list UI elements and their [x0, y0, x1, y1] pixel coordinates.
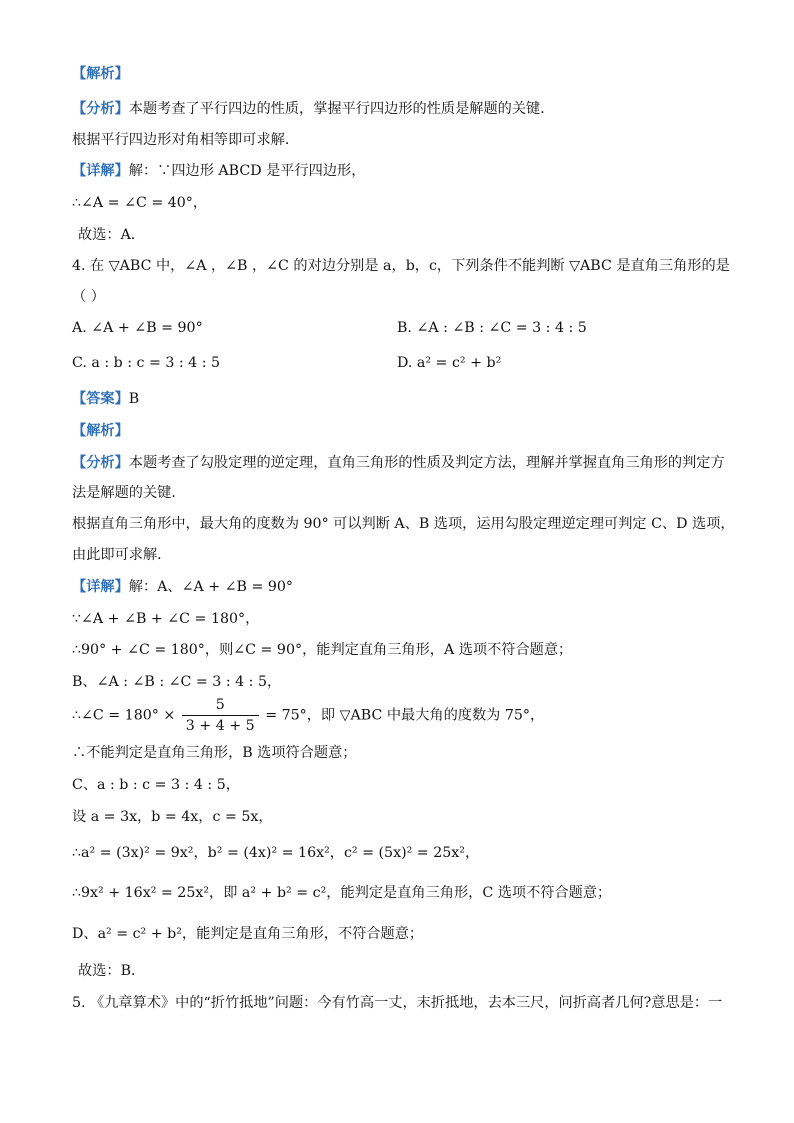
- q4-step: ∵∠A + ∠B + ∠C = 180°，: [72, 611, 260, 627]
- q4-step: ∴9x² + 16x² = 25x²，即 a² + b² = c²，能判定是直角三角形，C 选项不符合题意；: [72, 885, 612, 901]
- q4-step: ∴90° + ∠C = 180°，则∠C = 90°，能判定直角三角形，A 选项不符合题意；: [72, 642, 573, 658]
- fenxi-text: 本题考查了勾股定理的逆定理，直角三角形的性质及判定方法，理解并掌握直角三角形的判定方: [128, 455, 725, 471]
- daan-label: 【答案】: [72, 391, 129, 407]
- q4-analysis-line-2: 由此即可求解．: [72, 547, 172, 563]
- q4-xiangjie: [72, 577, 293, 597]
- fraction: [182, 696, 259, 735]
- q4-answer-choice: 故选：B．: [78, 963, 146, 979]
- fenxi-text: 本题考查了平行四边的性质，掌握平行四边形的性质是解题的关键．: [128, 101, 555, 117]
- q3-xiangjie: [72, 161, 365, 181]
- q4-step: ∴a² = (3x)² = 9x²，b² = (4x)² = 16x²，c² = (5x)² = 25x²，: [72, 845, 480, 861]
- q3-answer-choice: 故选：A．: [78, 227, 145, 243]
- q4-jiexi-tag: [72, 421, 129, 441]
- xiangjie-text: 解：∵四边形 ABCD 是平行四边形，: [128, 163, 366, 179]
- q3-fenxi: [72, 99, 554, 119]
- q4-step: 设 a = 3x，b = 4x，c = 5x，: [72, 809, 273, 825]
- q5-stem: 5. 《九章算术》中的“折竹抵地”问题：今有竹高一丈，末折抵地，去本三尺，问折高者几何?意思是：一: [72, 995, 723, 1011]
- q4-fenxi-cont: 法是解题的关键．: [72, 485, 186, 501]
- q4-option-c: C. a : b : c = 3 : 4 : 5: [72, 355, 221, 371]
- q3-jiexi-tag: [72, 64, 129, 84]
- q4-step: C、a : b : c = 3 : 4 : 5，: [72, 777, 240, 793]
- q4-stem-paren: （ ）: [72, 289, 105, 305]
- q4-fenxi: [72, 453, 725, 473]
- q4-step: ∴不能判定是直角三角形，B 选项符合题意；: [72, 745, 357, 761]
- q4-answer: [72, 389, 139, 409]
- q4-option-b: B. ∠A : ∠B : ∠C = 3 : 4 : 5: [397, 320, 587, 336]
- step-a: 解：A、∠A + ∠B = 90°: [128, 579, 293, 595]
- fenxi-label: 【分析】: [72, 101, 129, 117]
- q4-option-a: A. ∠A + ∠B = 90°: [72, 320, 203, 336]
- jiexi-label: 【解析】: [72, 66, 129, 82]
- fraction-suffix: = 75°，即 ▽ABC 中最大角的度数为 75°，: [265, 707, 545, 724]
- q3-analysis-line: 根据平行四边形对角相等即可求解．: [72, 132, 300, 148]
- fraction-denominator: 3 + 4 + 5: [185, 718, 255, 734]
- q4-step: D、a² = c² + b²，能判定是直角三角形，不符合题意；: [72, 926, 424, 942]
- fenxi-label: 【分析】: [72, 455, 129, 471]
- q4-step: B、∠A : ∠B : ∠C = 3 : 4 : 5，: [72, 674, 282, 690]
- fraction-numerator: 5: [182, 696, 259, 716]
- q4-fraction-step: [72, 696, 544, 735]
- q4-option-d: D. a² = c² + b²: [397, 355, 502, 371]
- fraction-prefix: ∴∠C = 180° ×: [72, 707, 176, 724]
- xiangjie-label: 【详解】: [72, 163, 129, 179]
- xiangjie-label: 【详解】: [72, 579, 129, 595]
- q3-step: ∴∠A = ∠C = 40°，: [72, 195, 208, 211]
- q4-stem: 4. 在 ▽ABC 中，∠A ，∠B ，∠C 的对边分别是 a，b，c，下列条件不能判断 ▽ABC 是直角三角形的是: [72, 258, 730, 274]
- jiexi-label: 【解析】: [72, 423, 129, 439]
- daan-text: B: [128, 391, 140, 407]
- q4-analysis-line: 根据直角三角形中，最大角的度数为 90° 可以判断 A、B 选项，运用勾股定理逆定理可判定 C、D 选项，: [72, 516, 735, 532]
